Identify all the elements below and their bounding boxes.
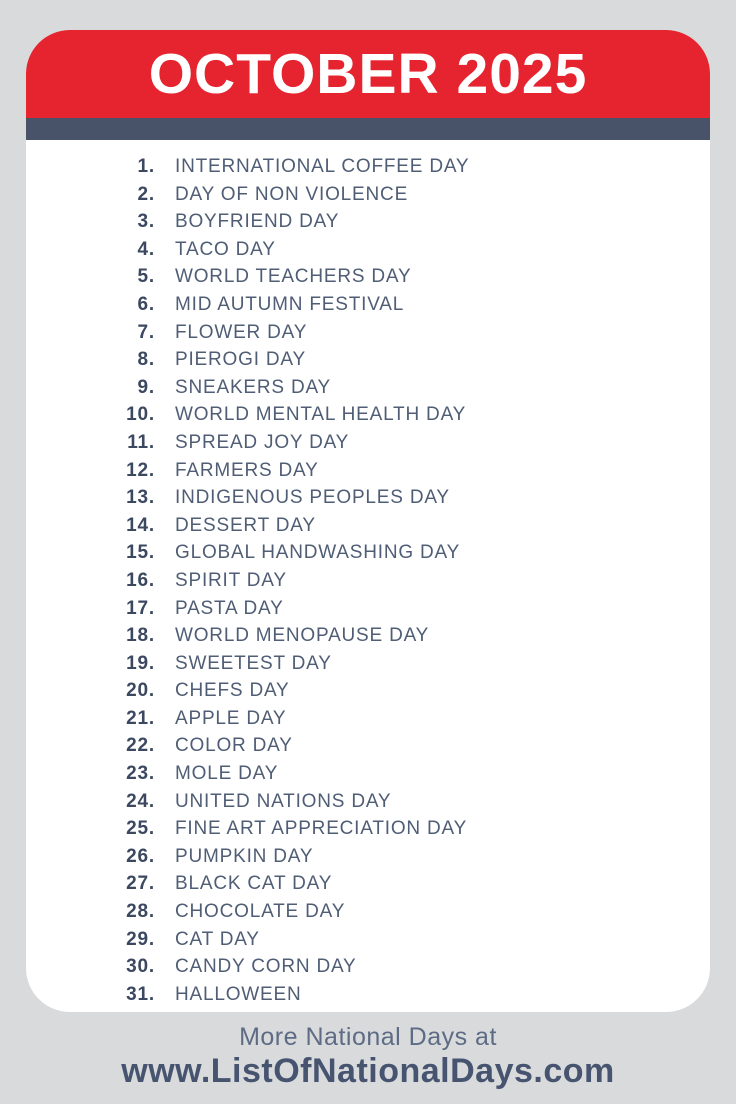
day-row bbox=[26, 181, 710, 209]
day-label: WORLD MENTAL HEALTH DAY bbox=[175, 404, 467, 426]
day-row bbox=[26, 981, 710, 1009]
day-number: 26. bbox=[126, 845, 155, 867]
day-row bbox=[26, 567, 710, 595]
day-row bbox=[26, 677, 710, 705]
day-number: 22. bbox=[126, 735, 155, 757]
day-row bbox=[26, 622, 710, 650]
day-label: WORLD TEACHERS DAY bbox=[175, 266, 412, 288]
day-label: CHEFS DAY bbox=[175, 680, 290, 702]
day-row bbox=[26, 705, 710, 733]
day-label: CAT DAY bbox=[175, 928, 260, 950]
day-row bbox=[26, 953, 710, 981]
day-number: 30. bbox=[126, 956, 155, 978]
day-row bbox=[26, 429, 710, 457]
day-label: BLACK CAT DAY bbox=[175, 873, 333, 895]
day-row bbox=[26, 263, 710, 291]
day-row bbox=[26, 870, 710, 898]
day-number: 7. bbox=[137, 321, 155, 343]
divider-bar bbox=[26, 118, 710, 140]
day-number: 3. bbox=[137, 211, 155, 233]
day-label: DESSERT DAY bbox=[175, 514, 316, 536]
day-label: APPLE DAY bbox=[175, 707, 287, 729]
day-number: 23. bbox=[126, 763, 155, 785]
day-number: 5. bbox=[137, 266, 155, 288]
day-number: 16. bbox=[126, 569, 155, 591]
day-label: SPREAD JOY DAY bbox=[175, 431, 350, 453]
day-row bbox=[26, 291, 710, 319]
day-number: 8. bbox=[137, 349, 155, 371]
day-number: 21. bbox=[126, 707, 155, 729]
day-label: HALLOWEEN bbox=[175, 983, 302, 1005]
day-row bbox=[26, 898, 710, 926]
day-label: DAY OF NON VIOLENCE bbox=[175, 183, 409, 205]
day-label: FARMERS DAY bbox=[175, 459, 319, 481]
day-row bbox=[26, 595, 710, 623]
month-title: OCTOBER 2025 bbox=[148, 41, 588, 106]
month-header bbox=[26, 30, 710, 118]
day-label: UNITED NATIONS DAY bbox=[175, 790, 392, 812]
day-row bbox=[26, 484, 710, 512]
day-label: GLOBAL HANDWASHING DAY bbox=[175, 542, 461, 564]
footer-url: www.ListOfNationalDays.com bbox=[121, 1052, 615, 1090]
day-number: 6. bbox=[137, 293, 155, 315]
day-number: 2. bbox=[137, 183, 155, 205]
day-label: PIEROGI DAY bbox=[175, 349, 306, 371]
day-row bbox=[26, 926, 710, 954]
day-number: 18. bbox=[126, 625, 155, 647]
day-row bbox=[26, 650, 710, 678]
days-panel bbox=[26, 140, 710, 1012]
day-label: FLOWER DAY bbox=[175, 321, 308, 343]
day-number: 28. bbox=[126, 901, 155, 923]
day-number: 31. bbox=[126, 983, 155, 1005]
day-label: CHOCOLATE DAY bbox=[175, 901, 346, 923]
day-number: 24. bbox=[126, 790, 155, 812]
day-row bbox=[26, 732, 710, 760]
day-number: 10. bbox=[126, 404, 155, 426]
calendar-card bbox=[26, 30, 710, 1012]
day-row bbox=[26, 346, 710, 374]
day-label: PUMPKIN DAY bbox=[175, 845, 314, 867]
day-number: 15. bbox=[126, 542, 155, 564]
day-number: 14. bbox=[126, 514, 155, 536]
day-label: COLOR DAY bbox=[175, 735, 293, 757]
day-row bbox=[26, 236, 710, 264]
day-number: 25. bbox=[126, 818, 155, 840]
day-number: 13. bbox=[126, 487, 155, 509]
day-row bbox=[26, 374, 710, 402]
day-label: PASTA DAY bbox=[175, 597, 284, 619]
day-label: MOLE DAY bbox=[175, 763, 279, 785]
day-label: INDIGENOUS PEOPLES DAY bbox=[175, 487, 450, 509]
days-list bbox=[26, 153, 710, 1008]
day-number: 17. bbox=[126, 597, 155, 619]
day-row bbox=[26, 512, 710, 540]
day-number: 27. bbox=[126, 873, 155, 895]
day-row bbox=[26, 153, 710, 181]
day-row bbox=[26, 788, 710, 816]
day-number: 19. bbox=[126, 652, 155, 674]
day-row bbox=[26, 457, 710, 485]
day-number: 4. bbox=[137, 238, 155, 260]
day-label: MID AUTUMN FESTIVAL bbox=[175, 293, 405, 315]
day-row bbox=[26, 319, 710, 347]
day-number: 11. bbox=[127, 431, 155, 453]
day-label: WORLD MENOPAUSE DAY bbox=[175, 625, 430, 647]
day-label: TACO DAY bbox=[175, 238, 276, 260]
day-number: 1. bbox=[137, 156, 155, 177]
day-row bbox=[26, 760, 710, 788]
day-label: FINE ART APPRECIATION DAY bbox=[175, 818, 468, 840]
day-row bbox=[26, 843, 710, 871]
day-number: 20. bbox=[126, 680, 155, 702]
day-label: SPIRIT DAY bbox=[175, 569, 287, 591]
day-label: BOYFRIEND DAY bbox=[175, 211, 340, 233]
day-number: 9. bbox=[137, 376, 155, 398]
day-row bbox=[26, 401, 710, 429]
day-number: 12. bbox=[126, 459, 155, 481]
day-row bbox=[26, 208, 710, 236]
footer-tagline: More National Days at bbox=[239, 1023, 497, 1051]
day-label: INTERNATIONAL COFFEE DAY bbox=[175, 156, 470, 177]
day-row bbox=[26, 815, 710, 843]
day-label: CANDY CORN DAY bbox=[175, 956, 357, 978]
day-number: 29. bbox=[126, 928, 155, 950]
day-label: SNEAKERS DAY bbox=[175, 376, 332, 398]
day-label: SWEETEST DAY bbox=[175, 652, 332, 674]
footer bbox=[0, 1022, 736, 1090]
day-row bbox=[26, 539, 710, 567]
